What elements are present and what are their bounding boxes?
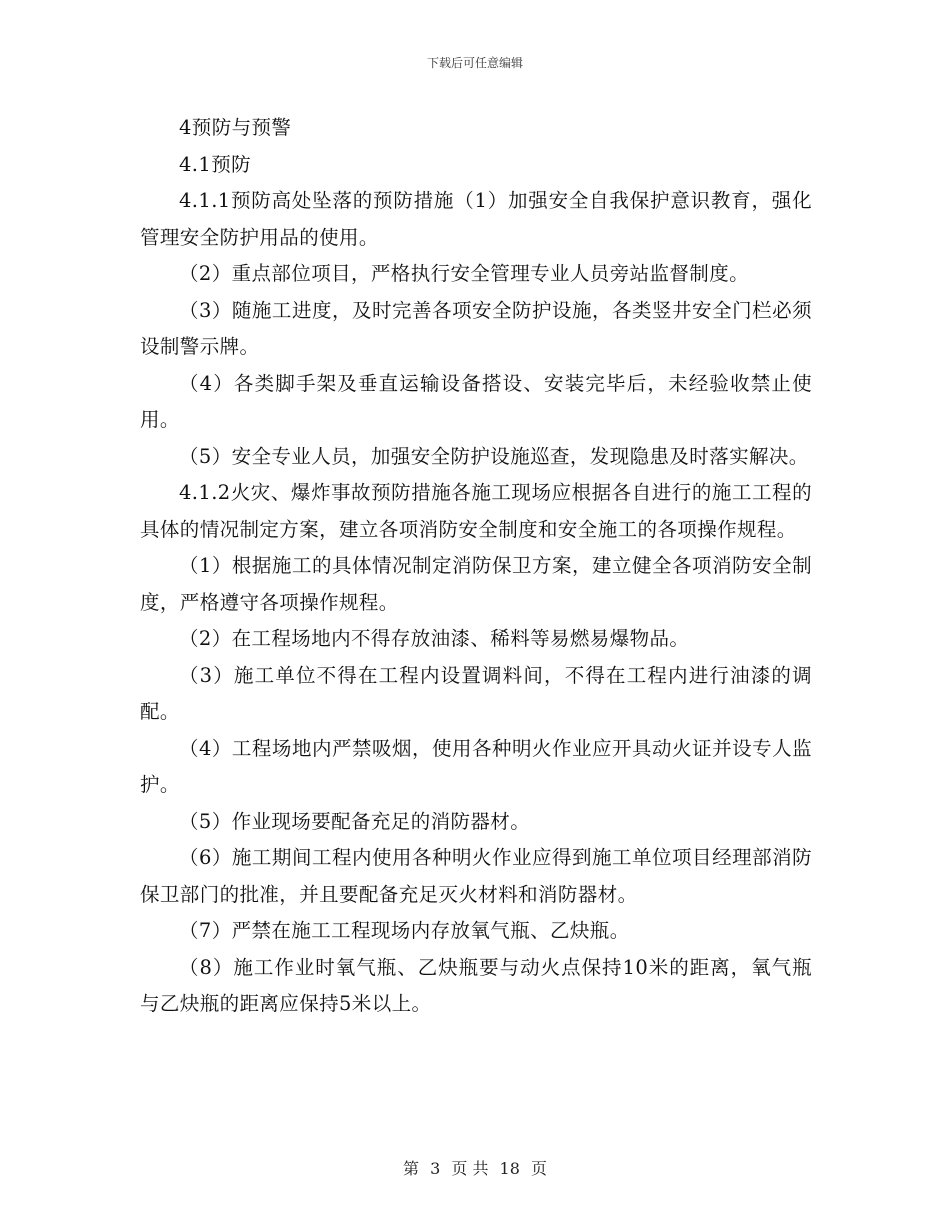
paragraph: （3）施工单位不得在工程内设置调料间，不得在工程内进行油漆的调配。 [140, 663, 812, 723]
footer-prefix: 第 [402, 1159, 419, 1178]
section-heading: 4预防与预警 [179, 116, 292, 139]
paragraph: （4）各类脚手架及垂直运输设备搭设、安装完毕后，未经验收禁止使用。 [140, 371, 812, 431]
total-page-count: 18 [499, 1159, 520, 1178]
paragraph: （3）随施工进度，及时完善各项安全防护设施，各类竖井安全门栏必须设制警示牌。 [140, 298, 812, 358]
paragraph: （2）在工程场地内不得存放油漆、稀料等易燃易爆物品。 [179, 627, 690, 650]
paragraph: （6）施工期间工程内使用各种明火作业应得到施工单位项目经理部消防保卫部门的批准，并且要配备充足灭火材料和消防器材。 [140, 846, 812, 906]
paragraph: （2）重点部位项目，严格执行安全管理专业人员旁站监督制度。 [179, 262, 750, 285]
subsection-heading: 4.1预防 [179, 152, 252, 176]
paragraph: （4）工程场地内严禁吸烟，使用各种明火作业应开具动火证并设专人监护。 [140, 736, 812, 796]
footer-suffix: 页 [531, 1159, 548, 1178]
paragraph: （5）作业现场要配备充足的消防器材。 [179, 809, 531, 833]
page-header: 下载后可任意编辑 [426, 56, 523, 70]
paragraph: 4.1.1预防高处坠落的预防措施（1）加强安全自我保护意识教育，强化管理安全防护用品的使用。 [140, 189, 812, 249]
footer-middle: 页 共 [451, 1159, 489, 1178]
current-page-number: 3 [430, 1159, 441, 1178]
paragraph: 4.1.2火灾、爆炸事故预防措施各施工现场应根据各自进行的施工工程的具体的情况制定方案，建立各项消防安全制度和安全施工的各项操作规程。 [140, 481, 812, 541]
document-body [140, 110, 812, 1023]
page-footer [0, 1156, 950, 1179]
paragraph: （8）施工作业时氧气瓶、乙炔瓶要与动火点保持10米的距离，氧气瓶与乙炔瓶的距离应保持5米以上。 [140, 955, 812, 1015]
paragraph: （1）根据施工的具体情况制定消防保卫方案，建立健全各项消防安全制度，严格遵守各项操作规程。 [140, 554, 812, 614]
paragraph: （7）严禁在施工工程现场内存放氧气瓶、乙炔瓶。 [179, 919, 630, 942]
paragraph: （5）安全专业人员，加强安全防护设施巡查，发现隐患及时落实解决。 [179, 444, 809, 468]
